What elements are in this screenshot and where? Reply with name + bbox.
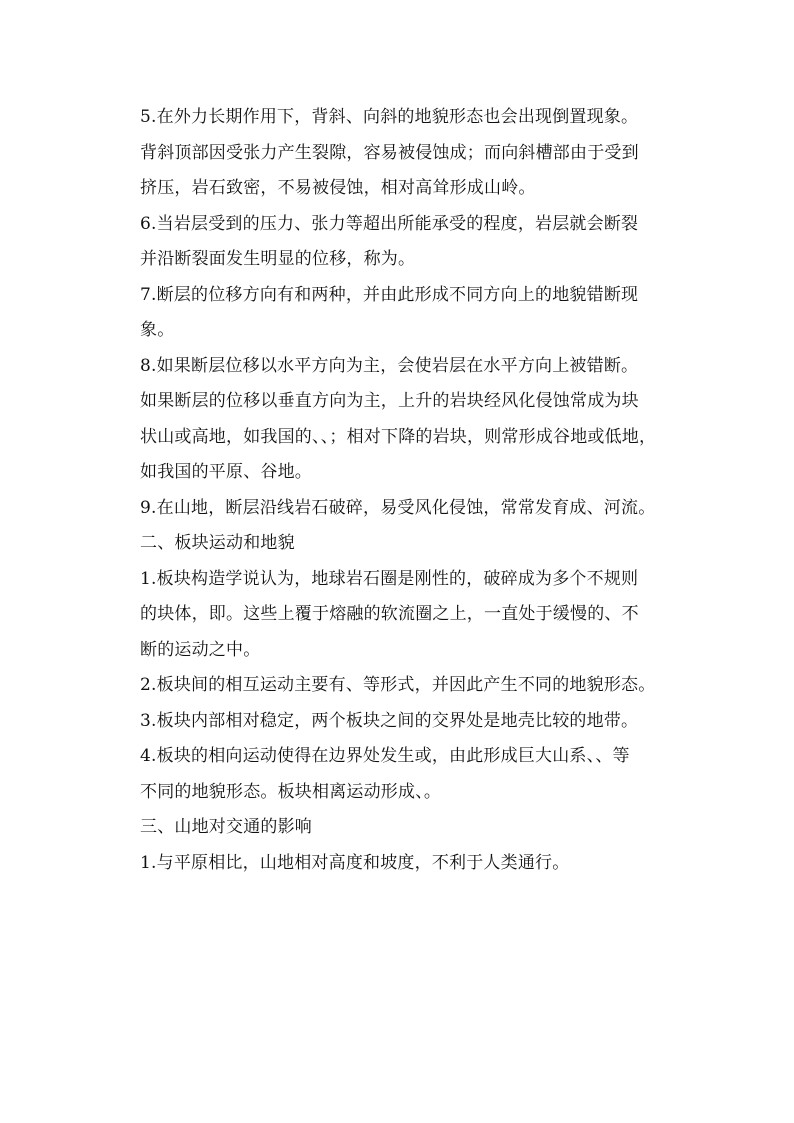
text-line: 如我国的平原、谷地。 (140, 462, 312, 482)
text-line: 6.当岩层受到的压力、张力等超出所能承受的程度，岩层就会断裂 (140, 213, 639, 234)
text-line: 2.板块间的相互运动主要有、等形式，并因此产生不同的地貌形态。 (140, 675, 656, 695)
text-line: 3.板块内部相对稳定，两个板块之间的交界处是地壳比较的地带。 (140, 710, 639, 731)
document-body (140, 100, 690, 881)
text-line: 断的运动之中。 (140, 639, 261, 660)
text-line: 的块体，即。这些上覆于熔融的软流圈之上，一直处于缓慢的、不 (140, 604, 639, 624)
text-line: 5.在外力长期作用下，背斜、向斜的地貌形态也会出现倒置现象。 (140, 107, 639, 127)
text-line: 挤压，岩石致密，不易被侵蚀，相对高耸形成山岭。 (140, 178, 536, 198)
text-line: 背斜顶部因受张力产生裂隙，容易被侵蚀成；而向斜槽部由于受到 (140, 142, 639, 163)
text-line: 如果断层的位移以垂直方向为主，上升的岩块经风化侵蚀常成为块 (140, 391, 639, 411)
text-line: 状山或高地，如我国的、、；相对下降的岩块，则常形成谷地或低地， (140, 426, 657, 447)
text-line: 8.如果断层位移以水平方向为主，会使岩层在水平方向上被错断。 (140, 355, 639, 376)
text-line: 4.板块的相向运动使得在边界处发生或，由此形成巨大山系、、等 (140, 746, 630, 766)
text-line: 不同的地貌形态。板块相离运动形成、。 (140, 781, 442, 802)
text-line: 1.与平原相比，山地相对高度和坡度，不利于人类通行。 (140, 852, 570, 873)
section-heading: 三、山地对交通的影响 (140, 817, 312, 837)
text-line: 7.断层的位移方向有和两种，并由此形成不同方向上的地貌错断现 (140, 284, 639, 305)
text-line: 象。 (140, 320, 175, 340)
text-line: 1.板块构造学说认为，地球岩石圈是刚性的，破碎成为多个不规则 (140, 568, 639, 589)
text-line: 9.在山地，断层沿线岩石破碎，易受风化侵蚀，常常发育成、河流。 (140, 497, 656, 518)
text-line: 并沿断裂面发生明显的位移，称为。 (140, 249, 416, 269)
section-heading: 二、板块运动和地貌 (140, 533, 295, 553)
